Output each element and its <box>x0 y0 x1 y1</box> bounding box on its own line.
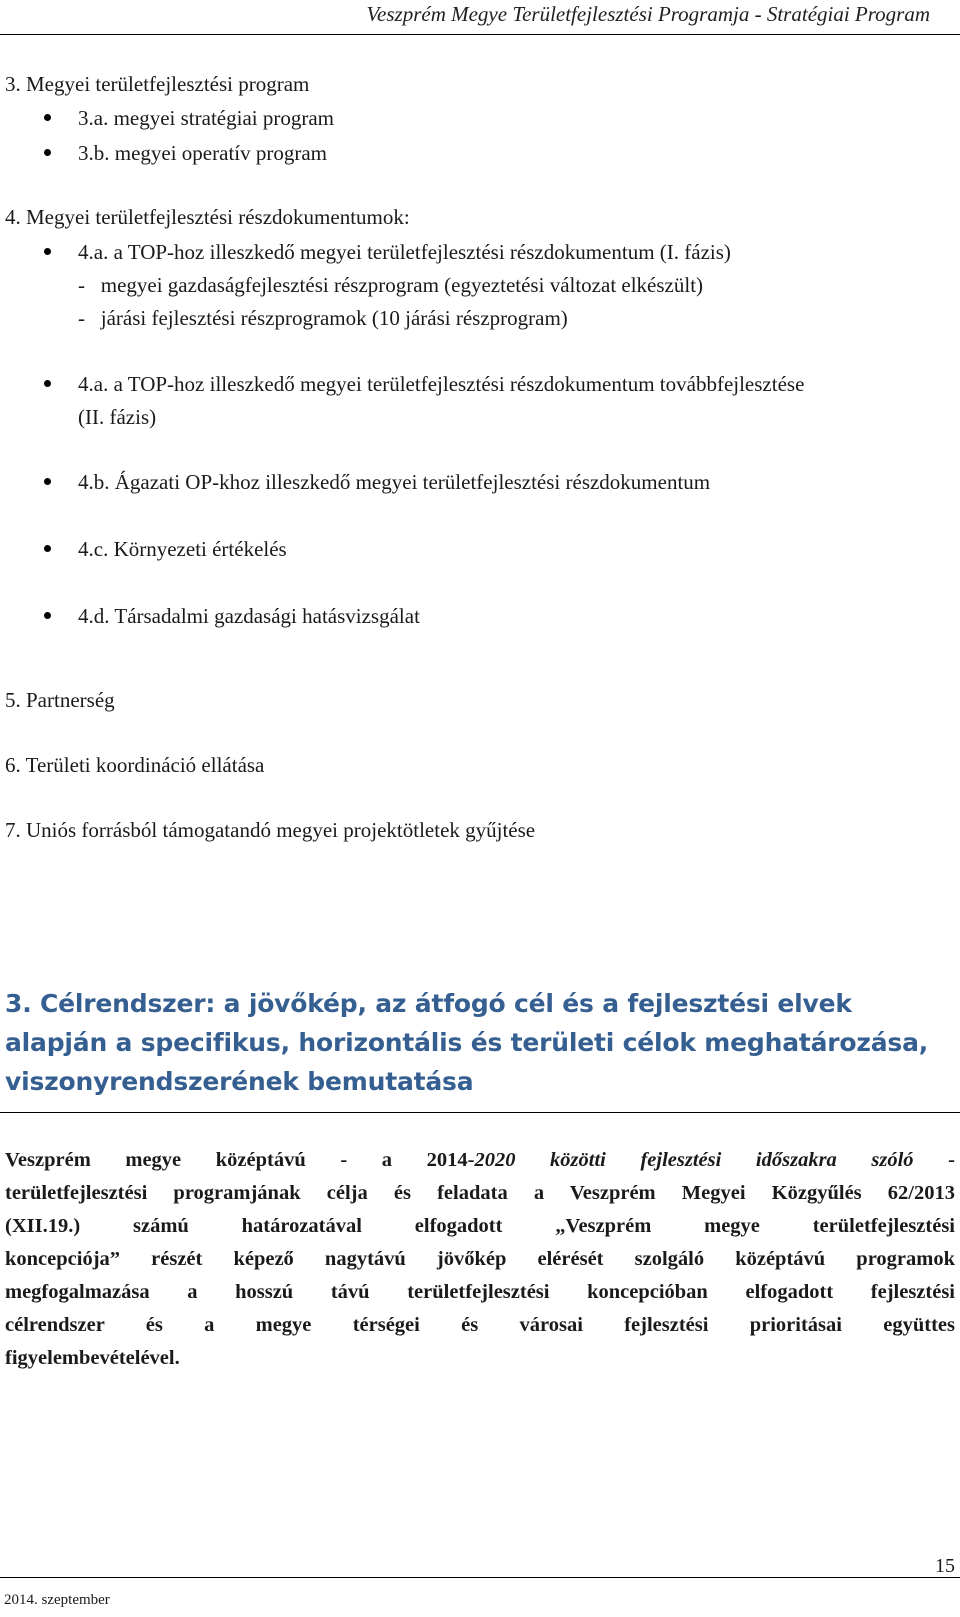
list-item-4c: 4.c. Környezeti értékelés <box>78 537 287 561</box>
bullet-icon <box>44 149 51 156</box>
paragraph-line: területfejlesztési programjának célja és feladata a Veszprém Megyei Közgyűlés 62/2013 <box>5 1182 955 1204</box>
footer-date: 2014. szeptember <box>4 1592 110 1608</box>
paragraph-line: megfogalmazása a hosszú távú területfejlesztési koncepcióban elfogadott fejlesztési <box>5 1281 955 1303</box>
list-item-7: 7. Uniós forrásból támogatandó megyei projektötletek gyűjtése <box>5 818 536 842</box>
list-item-4a-phase2: 4.a. a TOP-hoz illeszkedő megyei területfejlesztési részdokumentum továbbfejlesztése <box>78 372 805 396</box>
list-item-6: 6. Területi koordináció ellátása <box>5 753 265 777</box>
list-item-5: 5. Partnerség <box>5 688 115 712</box>
paragraph-line: (XII.19.) számú határozatával elfogadott „Veszprém megye területfejlesztési <box>5 1215 955 1237</box>
list-item-3a: 3.a. megyei stratégiai program <box>78 106 334 130</box>
list-subitem-district-programs: - járási fejlesztési részprogramok (10 járási részprogram) <box>78 306 568 330</box>
bullet-icon <box>44 545 51 552</box>
bullet-icon <box>44 478 51 485</box>
list-item-3b: 3.b. megyei operatív program <box>78 141 328 165</box>
paragraph-line <box>5 1144 955 1177</box>
list-item-3: 3. Megyei területfejlesztési program <box>5 72 310 96</box>
bullet-icon <box>44 248 51 255</box>
list-subitem-economic-program: - megyei gazdaságfejlesztési részprogram (egyeztetési változat elkészült) <box>78 273 704 297</box>
list-item-4b: 4.b. Ágazati OP-khoz illeszkedő megyei területfejlesztési részdokumentum <box>78 470 711 494</box>
paragraph-text: Veszprém megye középtávú - a 2014- <box>5 1149 475 1171</box>
paragraph-line: figyelembevételével. <box>5 1347 180 1369</box>
section-paragraph <box>5 1144 955 1375</box>
paragraph-text: - <box>913 1149 955 1171</box>
bullet-icon <box>44 612 51 619</box>
paragraph-line: célrendszer és a megye térségei és városai fejlesztési prioritásai együttes <box>5 1314 955 1336</box>
list-item-4: 4. Megyei területfejlesztési részdokumentumok: <box>5 205 410 229</box>
bullet-icon <box>44 114 51 121</box>
section-heading: 3. Célrendszer: a jövőkép, az átfogó cél és a fejlesztési elvek alapján a specifikus, horizontális és területi célok meghatározása, viszonyrendszerének bemutatása <box>5 989 929 1096</box>
paragraph-italic-text: 2020 közötti fejlesztési időszakra szóló <box>474 1149 914 1171</box>
list-item-4a-phase1: 4.a. a TOP-hoz illeszkedő megyei területfejlesztési részdokumentum (I. fázis) <box>78 240 731 264</box>
list-item-4d: 4.d. Társadalmi gazdasági hatásvizsgálat <box>78 604 420 628</box>
list-item-4a-phase2-cont: (II. fázis) <box>78 405 157 429</box>
running-header: Veszprém Megye Területfejlesztési Programja - Stratégiai Program <box>366 2 930 26</box>
page-number: 15 <box>935 1555 955 1577</box>
paragraph-line: koncepciója” részét képező nagytávú jövőkép elérését szolgáló középtávú programok <box>5 1248 955 1270</box>
header-divider <box>0 34 960 35</box>
heading-divider <box>0 1112 960 1113</box>
bullet-icon <box>44 380 51 387</box>
footer-divider <box>0 1577 960 1578</box>
